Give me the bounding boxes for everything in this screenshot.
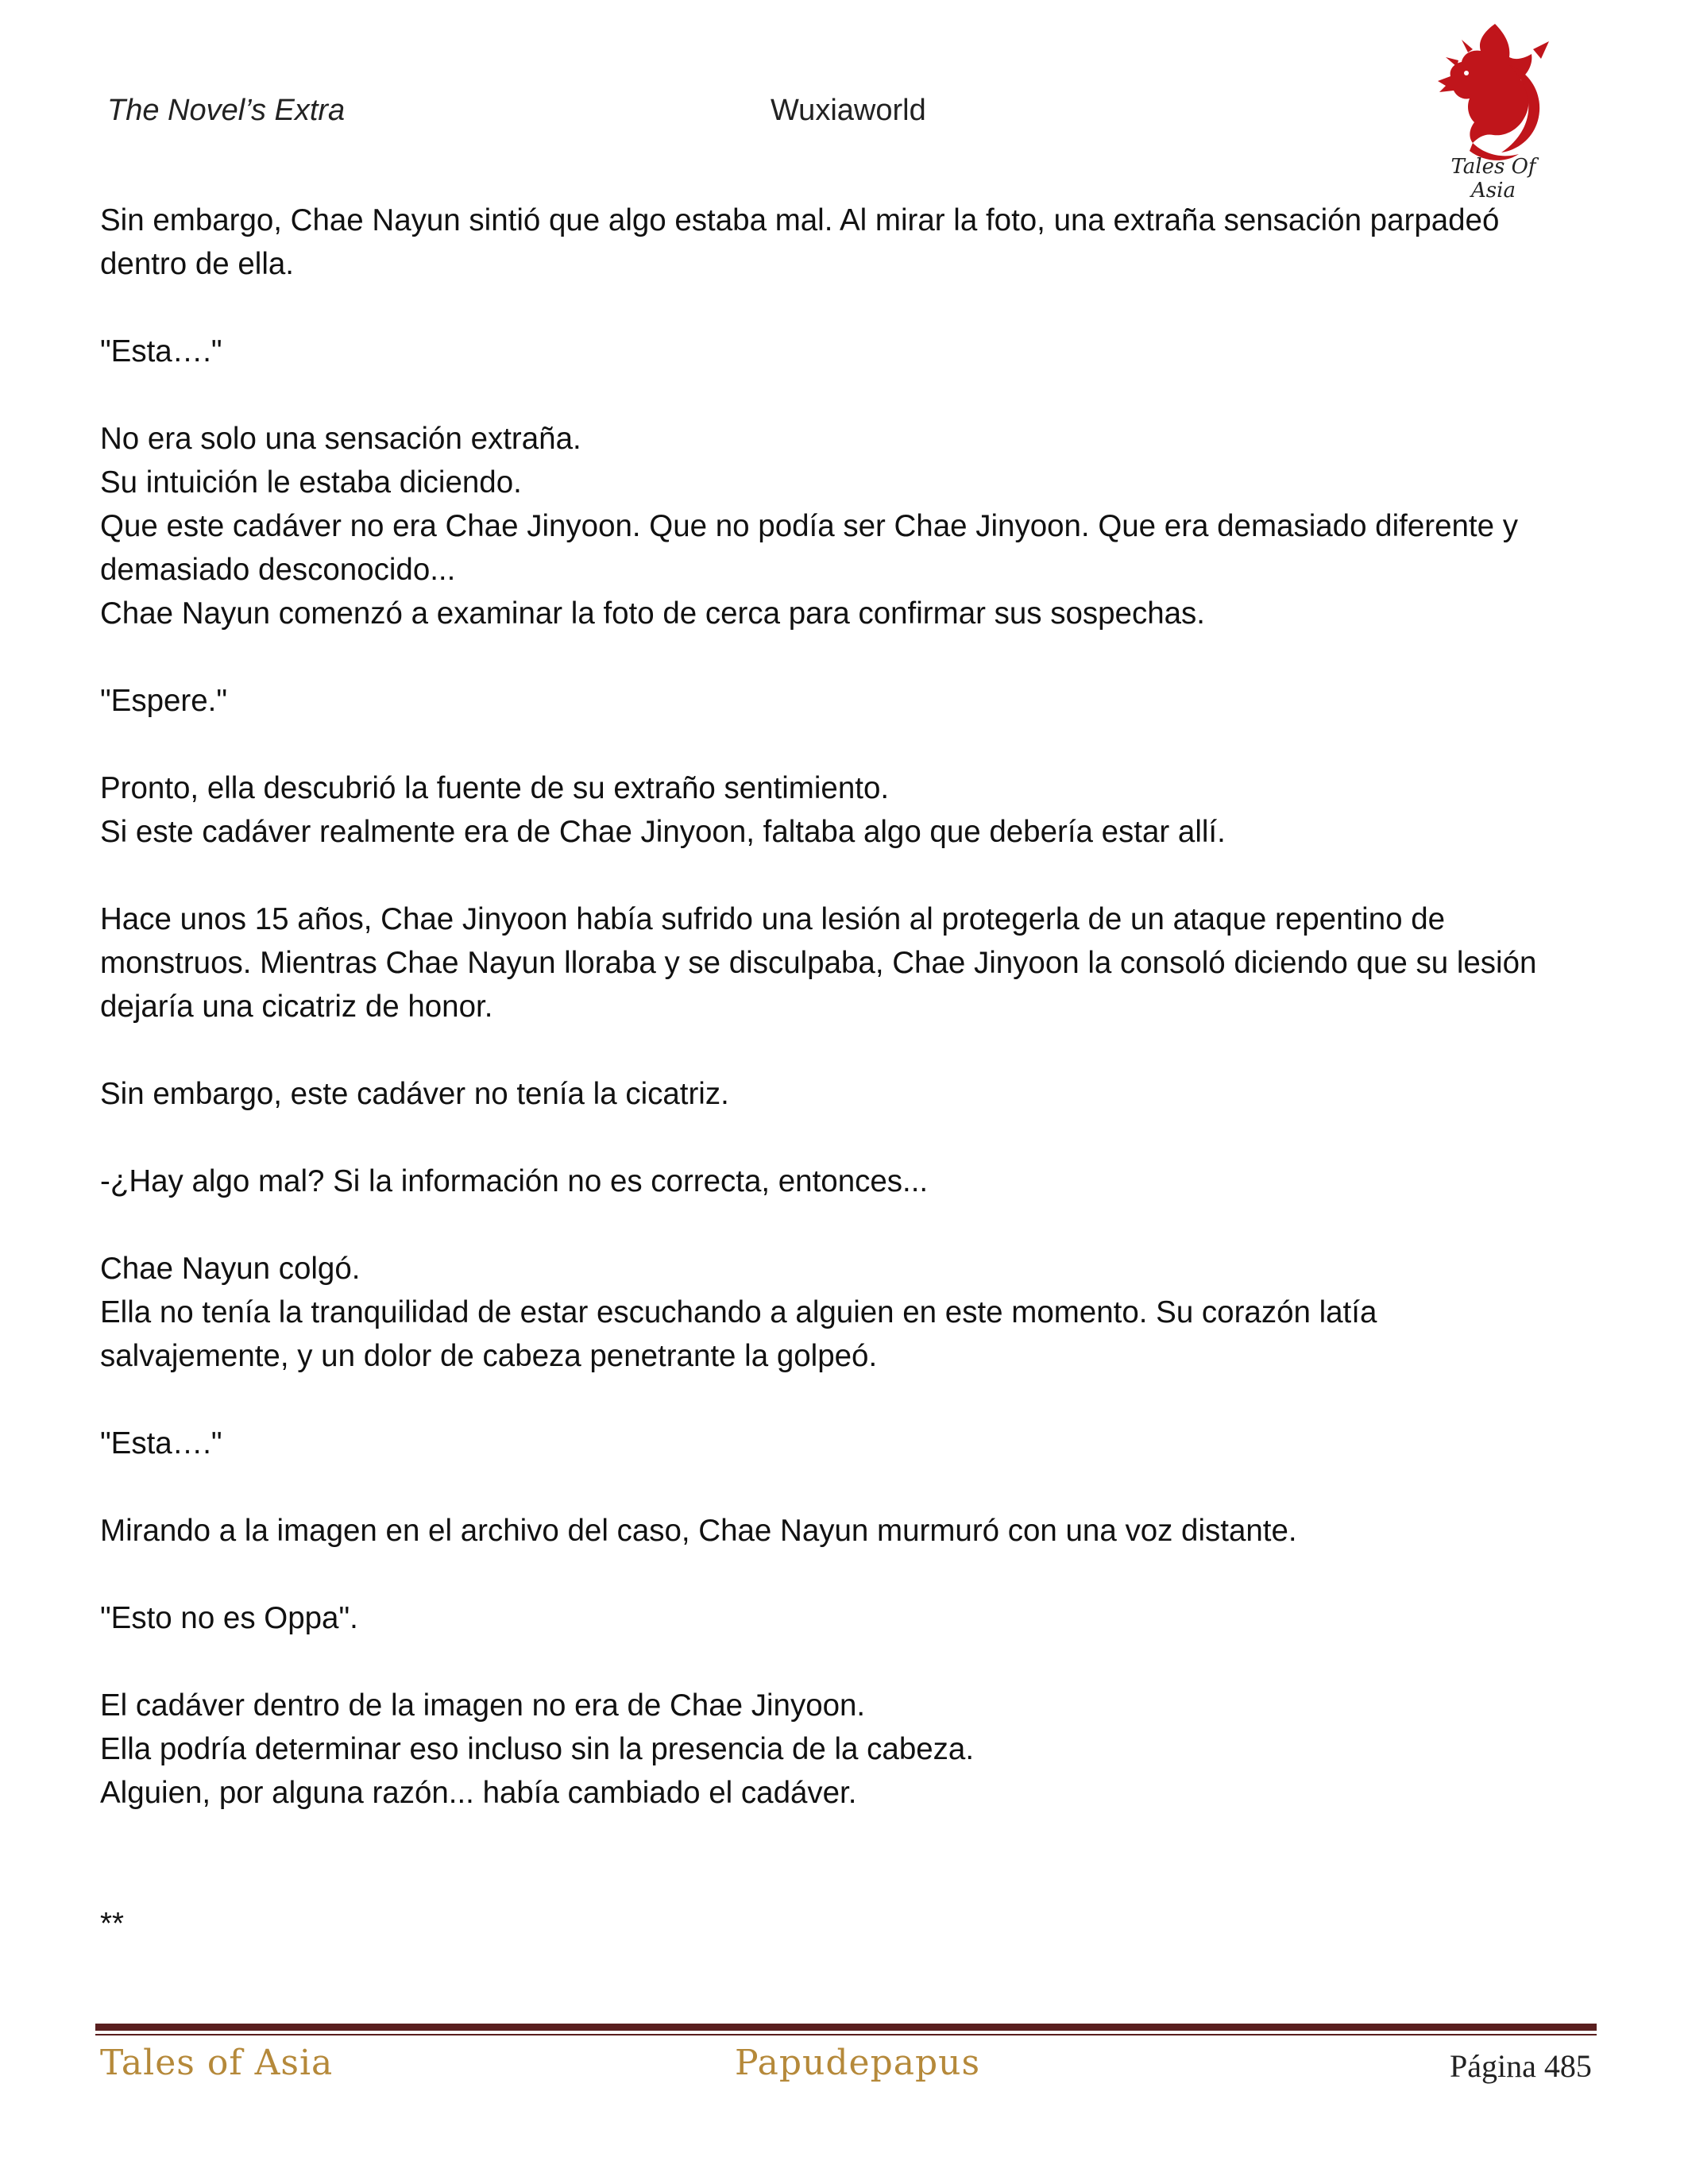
paragraph: "Espere." [100,684,228,718]
paragraph: Mirando a la imagen en el archivo del caso, Chae Nayun murmuró con una voz distante. [100,1514,1297,1548]
paragraph: Que este cadáver no era Chae Jinyoon. Que no podía ser Chae Jinyoon. Que era demasiado diferente y demasiado desconocido... [100,509,1518,587]
paragraph: Chae Nayun comenzó a examinar la foto de cerca para confirmar sus sospechas. [100,596,1205,631]
paragraph: Sin embargo, Chae Nayun sintió que algo estaba mal. Al mirar la foto, una extraña sensación parpadeó dentro de ella. [100,203,1500,281]
paragraph: No era solo una sensación extraña. [100,422,581,456]
paragraph: Si este cadáver realmente era de Chae Jinyoon, faltaba algo que debería estar allí. [100,815,1226,849]
footer-rule-thin [95,2034,1597,2035]
paragraph: Alguien, por alguna razón... había cambiado el cadáver. [100,1776,857,1810]
paragraph: -¿Hay algo mal? Si la información no es correcta, entonces... [100,1164,929,1198]
paragraph: "Esta…." [100,334,222,369]
footer-rule [95,2024,1597,2031]
paragraph: Pronto, ella descubrió la fuente de su extraño sentimiento. [100,771,890,805]
paragraph: "Esta…." [100,1426,222,1461]
page-header [0,0,1688,203]
paragraph: "Esto no es Oppa". [100,1601,358,1635]
header-novel-title: The Novel’s Extra [107,94,346,127]
paragraph: Chae Nayun colgó. [100,1252,361,1286]
paragraph: Sin embargo, este cadáver no tenía la cicatriz. [100,1077,729,1111]
paragraph: Hace unos 15 años, Chae Jinyoon había sufrido una lesión al protegerla de un ataque repentino de monstruos. Mientras Chae Nayun lloraba y se disculpaba, Chae Jinyoon la consoló diciendo que su lesión dejaría una cicatriz de honor. [100,902,1537,1024]
footer-site-name: Tales of Asia [100,2043,334,2083]
scene-break: ** [100,1907,124,1941]
paragraph: Ella podría determinar eso incluso sin la presencia de la cabeza. [100,1732,975,1766]
paragraph: Su intuición le estaba diciendo. [100,465,522,500]
footer-translator: Papudepapus [735,2043,981,2083]
paragraph: Ella no tenía la tranquilidad de estar escuchando a alguien en este momento. Su corazón latía salvajemente, y un dolor de cabeza penetrante la golpeó. [100,1295,1377,1373]
chapter-body [100,199,1566,1946]
paragraph: El cadáver dentro de la imagen no era de Chae Jinyoon. [100,1688,866,1723]
page-number: Página 485 [1450,2048,1592,2084]
header-source: Wuxiaworld [771,94,926,127]
logo-wordmark: Tales Of Asia [1450,155,1536,203]
